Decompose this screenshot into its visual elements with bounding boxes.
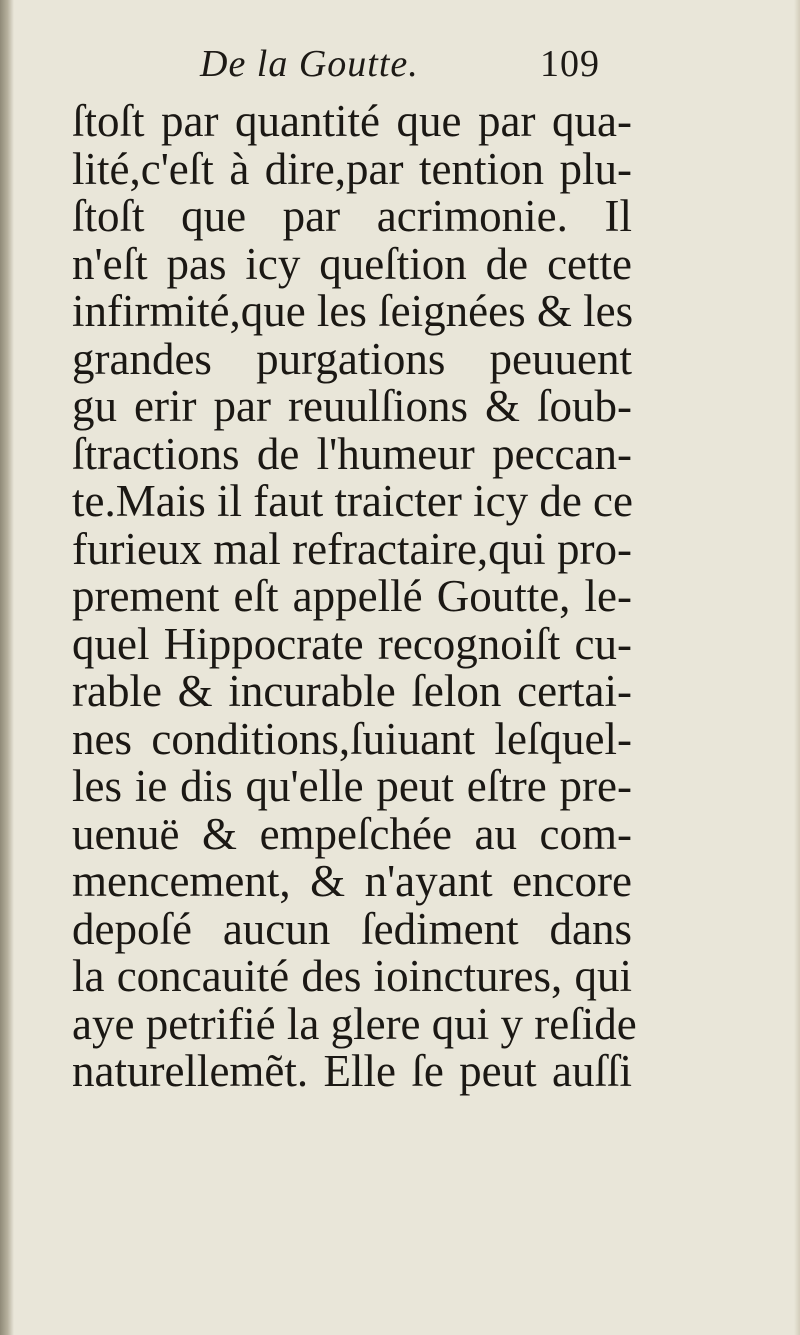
text-line: la concauité des ioinctures, qui — [72, 951, 632, 1001]
text-line: prement eſt appellé Goutte, le- — [72, 571, 632, 621]
text-line: nes conditions,ſuiuant leſquel- — [72, 713, 632, 764]
running-head-title: De la Goutte. — [200, 43, 419, 85]
page-edge — [794, 0, 800, 1335]
text-line: les ie dis qu'elle peut eſtre pre- — [72, 761, 632, 811]
text-line: infirmité,que les ſeignées & les — [72, 286, 634, 336]
text-line: lité,c'eſt à dire,par tention plu- — [72, 143, 632, 194]
text-line: depoſé aucun ſediment dans — [72, 903, 632, 954]
text-line: ſtoſt par quantité que par qua- — [72, 96, 632, 146]
page-number: 109 — [540, 43, 600, 85]
text-line: uenuë & empeſchée au com- — [72, 808, 632, 859]
text-line: ſtractions de l'humeur peccan- — [72, 428, 632, 479]
text-line: furieux mal refractaire,qui pro- — [72, 523, 632, 574]
text-line: mencement, & n'ayant encore — [72, 856, 632, 906]
text-line: aye petrifié la glere qui y reſide — [72, 998, 637, 1049]
text-line: grandes purgations peuuent — [72, 333, 632, 384]
text-line: gu erir par reuulſions & ſoub- — [72, 381, 632, 431]
text-line: quel Hippocrate recognoiſt cu- — [72, 618, 632, 669]
text-line: n'eſt pas icy queſtion de cette — [72, 238, 632, 289]
text-line: naturellemẽt. Elle ſe peut auſſi — [72, 1046, 632, 1096]
text-line: rable & incurable ſelon certai- — [72, 666, 632, 716]
running-head — [0, 38, 800, 98]
page-gutter-shadow — [0, 0, 14, 1335]
body-text — [72, 96, 637, 1096]
text-line: ſtoſt que par acrimonie. Il — [72, 191, 632, 241]
text-line: te.Mais il faut traicter icy de ce — [72, 476, 633, 526]
